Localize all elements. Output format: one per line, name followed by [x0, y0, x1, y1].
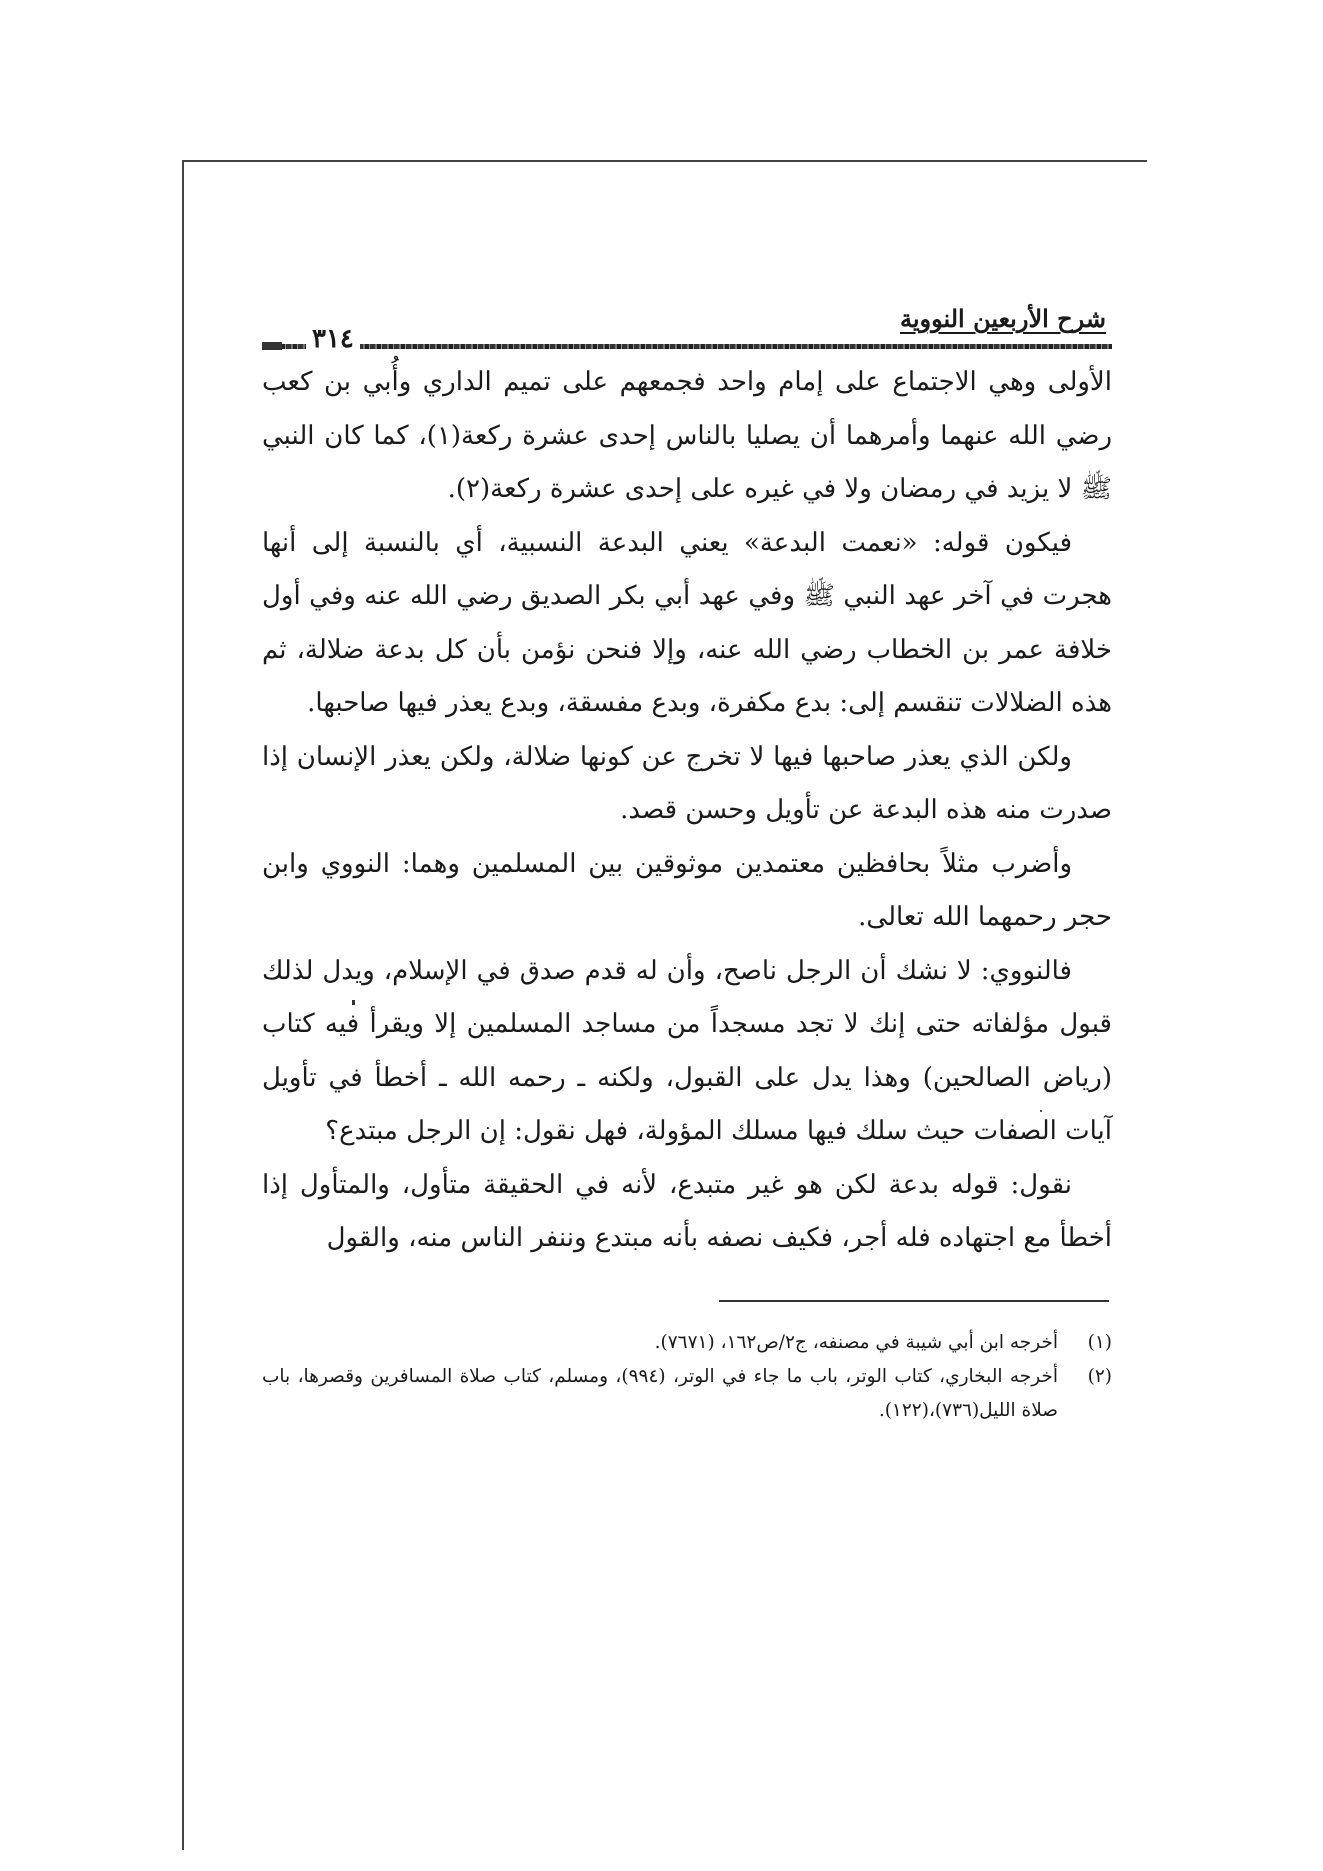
paragraph: فيكون قوله: «نعمت البدعة» يعني البدعة النسبية، أي بالنسبة إلى أنها هجرت في آخر عهد النبي ﷺ وفي عهد أبي بكر الصديق رضي الله عنه وفي أول خلافة عمر بن الخطاب رضي الله عنه، وإلا فنحن نؤمن بأن كل بدعة ضلالة، ثم هذه الضلالات تنقسم إلى: بدع مكفرة، وبدع مفسقة، وبدع يعذر فيها صاحبها. [262, 527, 1112, 718]
book-page [262, 300, 1112, 1428]
footnote [262, 1360, 1112, 1428]
footnote-separator [719, 1300, 1109, 1302]
header-rule [262, 344, 1112, 349]
paragraph: ولكن الذي يعذر صاحبها فيها لا تخرج عن كونها ضلالة، ولكن يعذر الإنسان إذا صدرت منه هذه البدعة عن تأويل وحسن قصد. [262, 741, 1112, 825]
paragraph: نقول: قوله بدعة لكن هو غير متبدع، لأنه في الحقيقة متأول، والمتأول إذا أخطأ مع اجتهاده فله أجر، فكيف نصفه بأنه مبتدع وننفر الناس منه، والقول [262, 1169, 1112, 1253]
footnotes [262, 1326, 1112, 1428]
header-title: شرح الأربعين النووية [899, 304, 1106, 333]
paragraph: الأولى وهي الاجتماع على إمام واحد فجمعهم على تميم الداري وأُبي بن كعب رضي الله عنهما وأمرهما أن يصليا بالناس إحدى عشرة ركعة(١)، كما كان النبي ﷺ لا يزيد في رمضان ولا في غيره على إحدى عشرة ركعة(٢). [262, 367, 1113, 504]
running-header [262, 300, 1112, 354]
header-rule-ornament [262, 342, 282, 350]
page-number: ٣١٤ [306, 324, 360, 354]
footnote-text: أخرجه البخاري، كتاب الوتر، باب ما جاء في الوتر، (٩٩٤)، ومسلم، كتاب صلاة المسافرين وقصرها، باب صلاة الليل(٧٣٦)،(١٢٢). [262, 1365, 1058, 1421]
footnote [262, 1326, 1112, 1360]
footnote-number: (١) [1087, 1331, 1112, 1353]
footnote-number: (٢) [1087, 1365, 1112, 1387]
paragraph: فالنووي: لا نشك أن الرجل ناصح، وأن له قدم صدق في الإسلام، ويدل لذلك قبول مؤلفاته حتى إنك لا تجد مسجداً من مساجد المسلمين إلا ويقرأ فيه كتاب (رياض الصالحين) وهذا يدل على القبول، ولكنه ـ رحمه الله ـ أخطأ في تأويل آيات الصفات حيث سلك فيها مسلك المؤولة، فهل نقول: إن الرجل مبتدع؟ [262, 955, 1112, 1146]
scan-frame-top-edge [182, 160, 1147, 162]
body-text [262, 356, 1112, 1266]
scan-frame-left-edge [182, 160, 184, 1850]
paragraph: وأضرب مثلاً بحافظين معتمدين موثوقين بين المسلمين وهما: النووي وابن حجر رحمهما الله تعالى. [262, 848, 1112, 932]
footnote-text: أخرجه ابن أبي شيبة في مصنفه، ج٢/ص١٦٢، (٧٦٧١). [654, 1331, 1058, 1353]
